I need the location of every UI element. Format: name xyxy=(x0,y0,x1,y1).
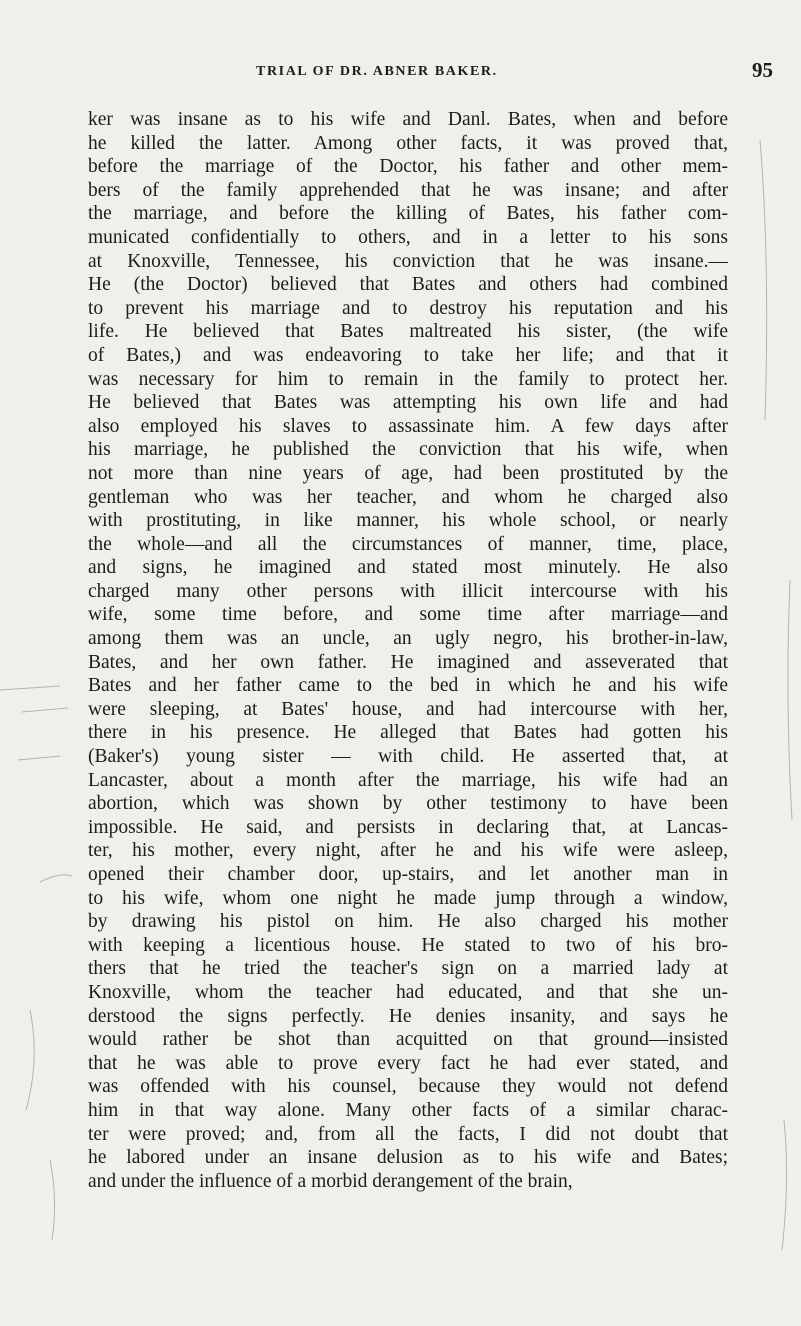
text-line: that he was able to prove every fact he had ever stated, and xyxy=(88,1052,728,1074)
margin-pencil-line xyxy=(50,1160,55,1240)
text-line: his marriage, he published the conviction that his wife, when xyxy=(88,439,728,461)
text-line: with prostituting, in like manner, his whole school, or nearly xyxy=(88,510,728,532)
margin-pencil-line xyxy=(40,875,72,882)
text-line: him in that way alone. Many other facts of a similar charac- xyxy=(88,1099,728,1121)
margin-pencil-line xyxy=(788,580,792,820)
text-line: Bates, and her own father. He imagined and asseverated that xyxy=(88,651,728,673)
text-line: at Knoxville, Tennessee, his conviction that he was insane.— xyxy=(88,250,728,272)
body-text xyxy=(88,108,728,1193)
text-line: derstood the signs perfectly. He denies insanity, and says he xyxy=(88,1005,728,1027)
text-line: ter were proved; and, from all the facts, I did not doubt that xyxy=(88,1123,728,1145)
text-line: among them was an uncle, an ugly negro, his brother-in-law, xyxy=(88,628,728,650)
margin-pencil-line xyxy=(760,140,767,420)
margin-pencil-line xyxy=(22,708,68,712)
text-line: he labored under an insane delusion as to his wife and Bates; xyxy=(88,1147,728,1169)
text-line: bers of the family apprehended that he was insane; and after xyxy=(88,179,728,201)
margin-pencil-line xyxy=(782,1120,787,1250)
text-line: to his wife, whom one night he made jump through a window, xyxy=(88,887,728,909)
text-line: would rather be shot than acquitted on that ground—insisted xyxy=(88,1029,728,1051)
text-line: He believed that Bates was attempting his own life and had xyxy=(88,392,728,414)
text-line: abortion, which was shown by other testimony to have been xyxy=(88,793,728,815)
text-line: thers that he tried the teacher's sign on a married lady at xyxy=(88,958,728,980)
text-line: wife, some time before, and some time after marriage—and xyxy=(88,604,728,626)
margin-pencil-line xyxy=(0,686,60,690)
text-line: not more than nine years of age, had been prostituted by the xyxy=(88,462,728,484)
text-line: of Bates,) and was endeavoring to take her life; and that it xyxy=(88,344,728,366)
text-line: and under the influence of a morbid derangement of the brain, xyxy=(88,1170,573,1192)
text-line: life. He believed that Bates maltreated his sister, (the wife xyxy=(88,321,728,343)
text-line: ker was insane as to his wife and Danl. Bates, when and before xyxy=(88,109,728,130)
text-line: opened their chamber door, up-stairs, and let another man in xyxy=(88,864,728,885)
page-number: 95 xyxy=(752,58,773,82)
text-line: were sleeping, at Bates' house, and had intercourse with her, xyxy=(88,698,728,720)
text-line: was necessary for him to remain in the family to protect her. xyxy=(88,368,728,390)
text-line: Lancaster, about a month after the marriage, his wife had an xyxy=(88,769,728,791)
running-head: TRIAL OF DR. ABNER BAKER. xyxy=(256,64,498,79)
text-line: impossible. He said, and persists in declaring that, at Lancas- xyxy=(88,816,728,838)
text-line: and signs, he imagined and stated most minutely. He also xyxy=(88,557,728,579)
text-line: was offended with his counsel, because they would not defend xyxy=(88,1076,728,1098)
text-line: the whole—and all the circumstances of manner, time, place, xyxy=(88,533,728,555)
text-line: also employed his slaves to assassinate him. A few days after xyxy=(88,415,728,437)
text-line: with keeping a licentious house. He stated to two of his bro- xyxy=(88,934,728,956)
text-line: ter, his mother, every night, after he and his wife were asleep, xyxy=(88,840,728,862)
text-line: he killed the latter. Among other facts, it was proved that, xyxy=(88,132,728,154)
text-line: the marriage, and before the killing of Bates, his father com- xyxy=(88,203,728,225)
text-line: gentleman who was her teacher, and whom he charged also xyxy=(88,486,728,508)
text-line: Bates and her father came to the bed in which he and his wife xyxy=(88,675,728,697)
text-line: by drawing his pistol on him. He also charged his mother xyxy=(88,911,728,933)
text-line: to prevent his marriage and to destroy his reputation and his xyxy=(88,297,728,319)
text-line: He (the Doctor) believed that Bates and others had combined xyxy=(88,274,728,296)
text-line: there in his presence. He alleged that Bates had gotten his xyxy=(88,722,728,744)
margin-pencil-line xyxy=(18,756,60,760)
text-line: charged many other persons with illicit intercourse with his xyxy=(88,580,728,602)
text-line: (Baker's) young sister — with child. He asserted that, at xyxy=(88,746,728,768)
text-line: Knoxville, whom the teacher had educated, and that she un- xyxy=(88,981,728,1003)
margin-pencil-line xyxy=(26,1010,34,1110)
text-line: municated confidentially to others, and in a letter to his sons xyxy=(88,226,728,248)
text-line: before the marriage of the Doctor, his father and other mem- xyxy=(88,156,728,178)
